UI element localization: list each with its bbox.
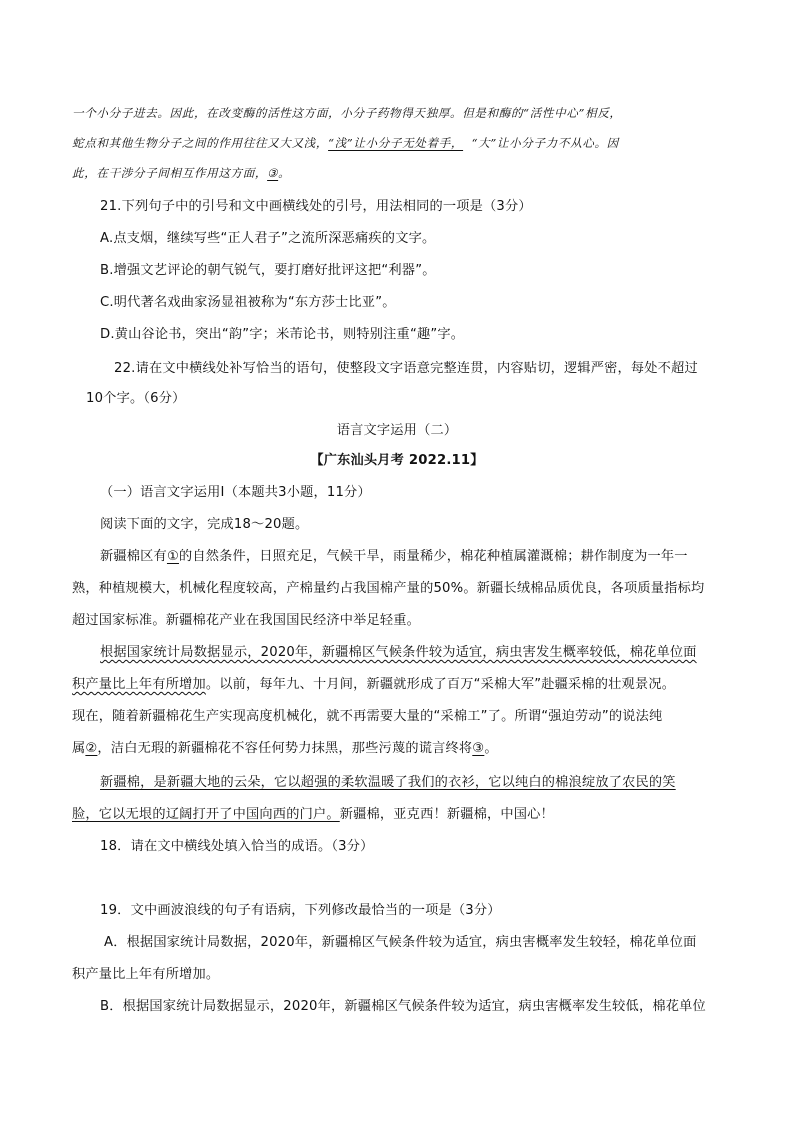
blank-3-para2: ③ [472,741,485,756]
question-19-stem: 19．文中画波浪线的句子有语病，下列修改最恰当的一项是（3分） [100,903,501,918]
para3-line-2: 脸，它以无垠的辽阔打开了中国向西的门户。新疆棉，亚克西！新疆棉，中国心！ [72,807,554,822]
question-21-option-c: C.明代著名戏曲家汤显祖被称为“东方莎士比亚”。 [100,295,396,310]
blank-1: ① [166,549,179,564]
question-22-stem-line-1: 22.请在文中横线处补写恰当的语句，使整段文字语意完整连贯，内容贴切，逻辑严密，每处不超过 [114,361,698,376]
passage-line-3: 此，在干涉分子间相互作用这方面，③。 [72,163,290,183]
para2-line-3: 现在，随着新疆棉花生产实现高度机械化，就不再需要大量的“采棉工”了。所谓“强迫劳动”的说法纯 [72,709,663,724]
para2-line-1 [100,643,697,663]
part-title: （一）语言文字运用Ⅰ（本题共3小题，11分） [100,485,371,500]
question-21-option-d: D.黄山谷论书，突出“韵”字；米芾论书，则特别注重“趣”字。 [100,327,465,342]
wavy-sentence-part-2: 积产量比上年有所增加 [72,677,206,692]
question-19-option-a-line-2: 积产量比上年有所增加。 [72,967,220,982]
blank-3: ③ [267,166,279,180]
para1-line-2: 熟，种植规模大，机械化程度较高，产棉量约占我国棉产量的50%。新疆长绒棉品质优良，各项质量指标均 [72,581,705,596]
reading-instruction: 阅读下面的文字，完成18～20题。 [100,517,309,532]
section-title: 语言文字运用（二） [336,423,458,438]
underlined-phrase: “浅”让小分子无处着手， [328,136,464,150]
para1-line-1: 新疆棉区有①的自然条件，日照充足，气候干旱，雨量稀少，棉花种植属灌溉棉；耕作制度为一年一 [100,549,688,564]
passage-line-1: 一个小分子进去。因此，在改变酶的活性这方面，小分子药物得天独厚。但是和酶的“活性中心”相反， [72,106,622,120]
underlined-sentence-part-2: 脸，它以无垠的辽阔打开了中国向西的门户。 [72,807,340,822]
question-21-option-a: A.点支烟，继续写些“正人君子”之流所深恶痛疾的文字。 [100,231,436,246]
source-label: 【广东汕头月考 2022.11】 [310,453,484,468]
para2-line-4: 属②，洁白无瑕的新疆棉花不容任何势力抹黑，那些污蔑的谎言终将③。 [72,741,498,756]
passage-line-2: 蛇点和其他生物分子之间的作用往往又大又浅，“浅”让小分子无处着手， “大”让小分子力不从心。因 [72,136,619,150]
para2-line-2: 积产量比上年有所增加。以前，每年九、十月间，新疆就形成了百万“采棉大军”赴疆采棉的壮观景况。 [72,677,676,692]
question-22-stem-line-2: 10个字。（6分） [86,391,186,406]
question-18-stem: 18．请在文中横线处填入恰当的成语。（3分） [100,839,374,854]
question-19-option-a-line-1: A．根据国家统计局数据，2020年，新疆棉区气候条件较为适宜，病虫害概率发生较轻，棉花单位面 [104,935,697,950]
question-19-option-b-line-1: B．根据国家统计局数据显示，2020年，新疆棉区气候条件较为适宜，病虫害概率发生较低，棉花单位 [100,999,706,1014]
wavy-sentence-part-1: 根据国家统计局数据显示，2020年，新疆棉区气候条件较为适宜，病虫害发生概率较低，棉花单位面 [100,645,697,660]
para1-line-3: 超过国家标准。新疆棉花产业在我国国民经济中举足轻重。 [72,613,421,628]
underlined-sentence-part-1: 新疆棉，是新疆大地的云朵，它以超强的柔软温暖了我们的衣衫，它以纯白的棉浪绽放了农民的笑 [100,775,676,790]
blank-2: ② [85,741,98,756]
question-21-option-b: B.增强文艺评论的朝气锐气，要打磨好批评这把“利器”。 [100,263,436,278]
para3-line-1 [100,773,676,793]
question-21-stem: 21.下列句子中的引号和文中画横线处的引号，用法相同的一项是（3分） [100,199,532,214]
